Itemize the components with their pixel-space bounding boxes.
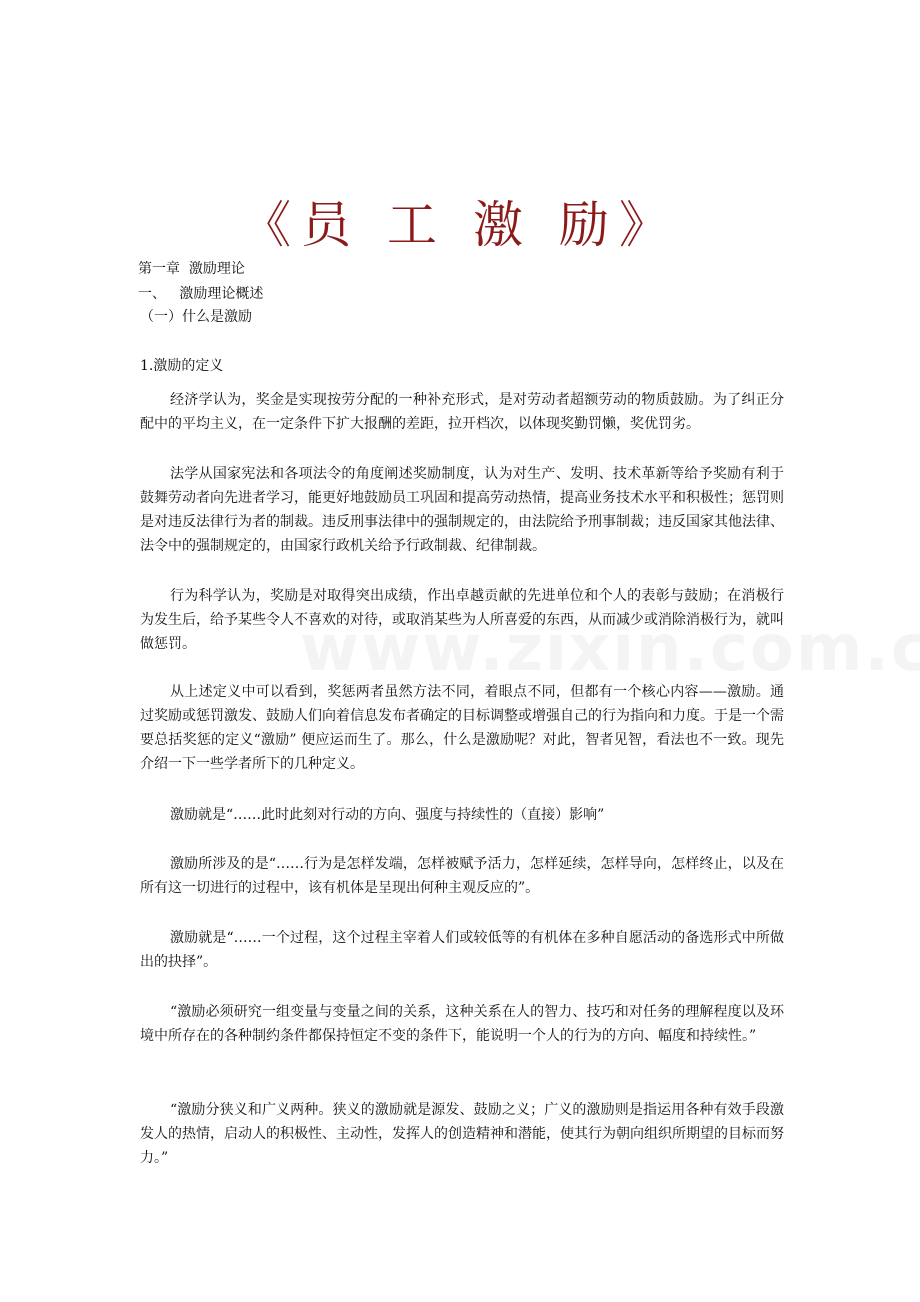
- section-heading: 一、 激励理论概述: [138, 286, 264, 302]
- paragraph-law: 法学从国家宪法和各项法令的角度阐述奖励制度，认为对生产、发明、技术革新等给予奖励有利于鼓舞劳动者向先进者学习，能更好地鼓励员工巩固和提高劳动热情，提高业务技术水平和积极性；惩罚则是对违反法律行为者的制裁。违反刑事法律中的强制规定的，由法院给予刑事制裁；违反国家其他法律、法令中的强制规定的，由国家行政机关给予行政制裁、纪律制裁。: [140, 466, 784, 554]
- paragraph-summary: 从上述定义中可以看到，奖惩两者虽然方法不同，着眼点不同，但都有一个核心内容——激励。通过奖励或惩罚激发、鼓励人们向着信息发布者确定的目标调整或增强自己的行为指向和力度。于是一个需要总括奖惩的定义“激励” 便应运而生了。那么，什么是激励呢？对此，智者见智，看法也不一致。现先介绍一下一些学者所下的几种定义。: [140, 684, 784, 772]
- document-title: 《员 工 激 励》: [241, 196, 679, 254]
- paragraph-behavioral-science: 行为科学认为，奖励是对取得突出成绩，作出卓越贡献的先进单位和个人的表彰与鼓励；在消极行为发生后，给予某些令人不喜欢的对待，或取消某些为人所喜爱的东西，从而减少或消除消极行为，就叫做惩罚。: [140, 588, 784, 652]
- paragraph-definition-2: 激励所涉及的是“……行为是怎样发端，怎样被赋予活力，怎样延续，怎样导向，怎样终止，以及在所有这一切进行的过程中，该有机体是呈现出何种主观反应的”。: [140, 856, 784, 896]
- chapter-heading: 第一章 激励理论: [138, 261, 245, 277]
- paragraph-economics: 经济学认为，奖金是实现按劳分配的一种补充形式，是对劳动者超额劳动的物质鼓励。为了纠正分配中的平均主义，在一定条件下扩大报酬的差距，拉开档次，以体现奖勤罚懒，奖优罚劣。: [140, 392, 784, 432]
- paragraph-definition-5: “激励分狭义和广义两种。狭义的激励就是源发、鼓励之义；广义的激励则是指运用各种有效手段激发人的热情，启动人的积极性、主动性，发挥人的创造精神和潜能，使其行为朝向组织所期望的目标而努力。”: [140, 1102, 784, 1166]
- paragraph-definition-4: “激励必须研究一组变量与变量之间的关系，这种关系在人的智力、技巧和对任务的理解程度以及环境中所存在的各种制约条件都保持恒定不变的条件下，能说明一个人的行为的方向、幅度和持续性。”: [140, 1004, 784, 1044]
- item-heading: 1.激励的定义: [140, 358, 224, 374]
- paragraph-definition-3: 激励就是“……一个过程，这个过程主宰着人们或较低等的有机体在多种自愿活动的备选形式中所做出的抉择”。: [140, 930, 784, 970]
- paragraph-definition-1: 激励就是“……此时此刻对行动的方向、强度与持续性的（直接）影响”: [170, 807, 605, 823]
- subsection-heading: （一）什么是激励: [140, 309, 252, 325]
